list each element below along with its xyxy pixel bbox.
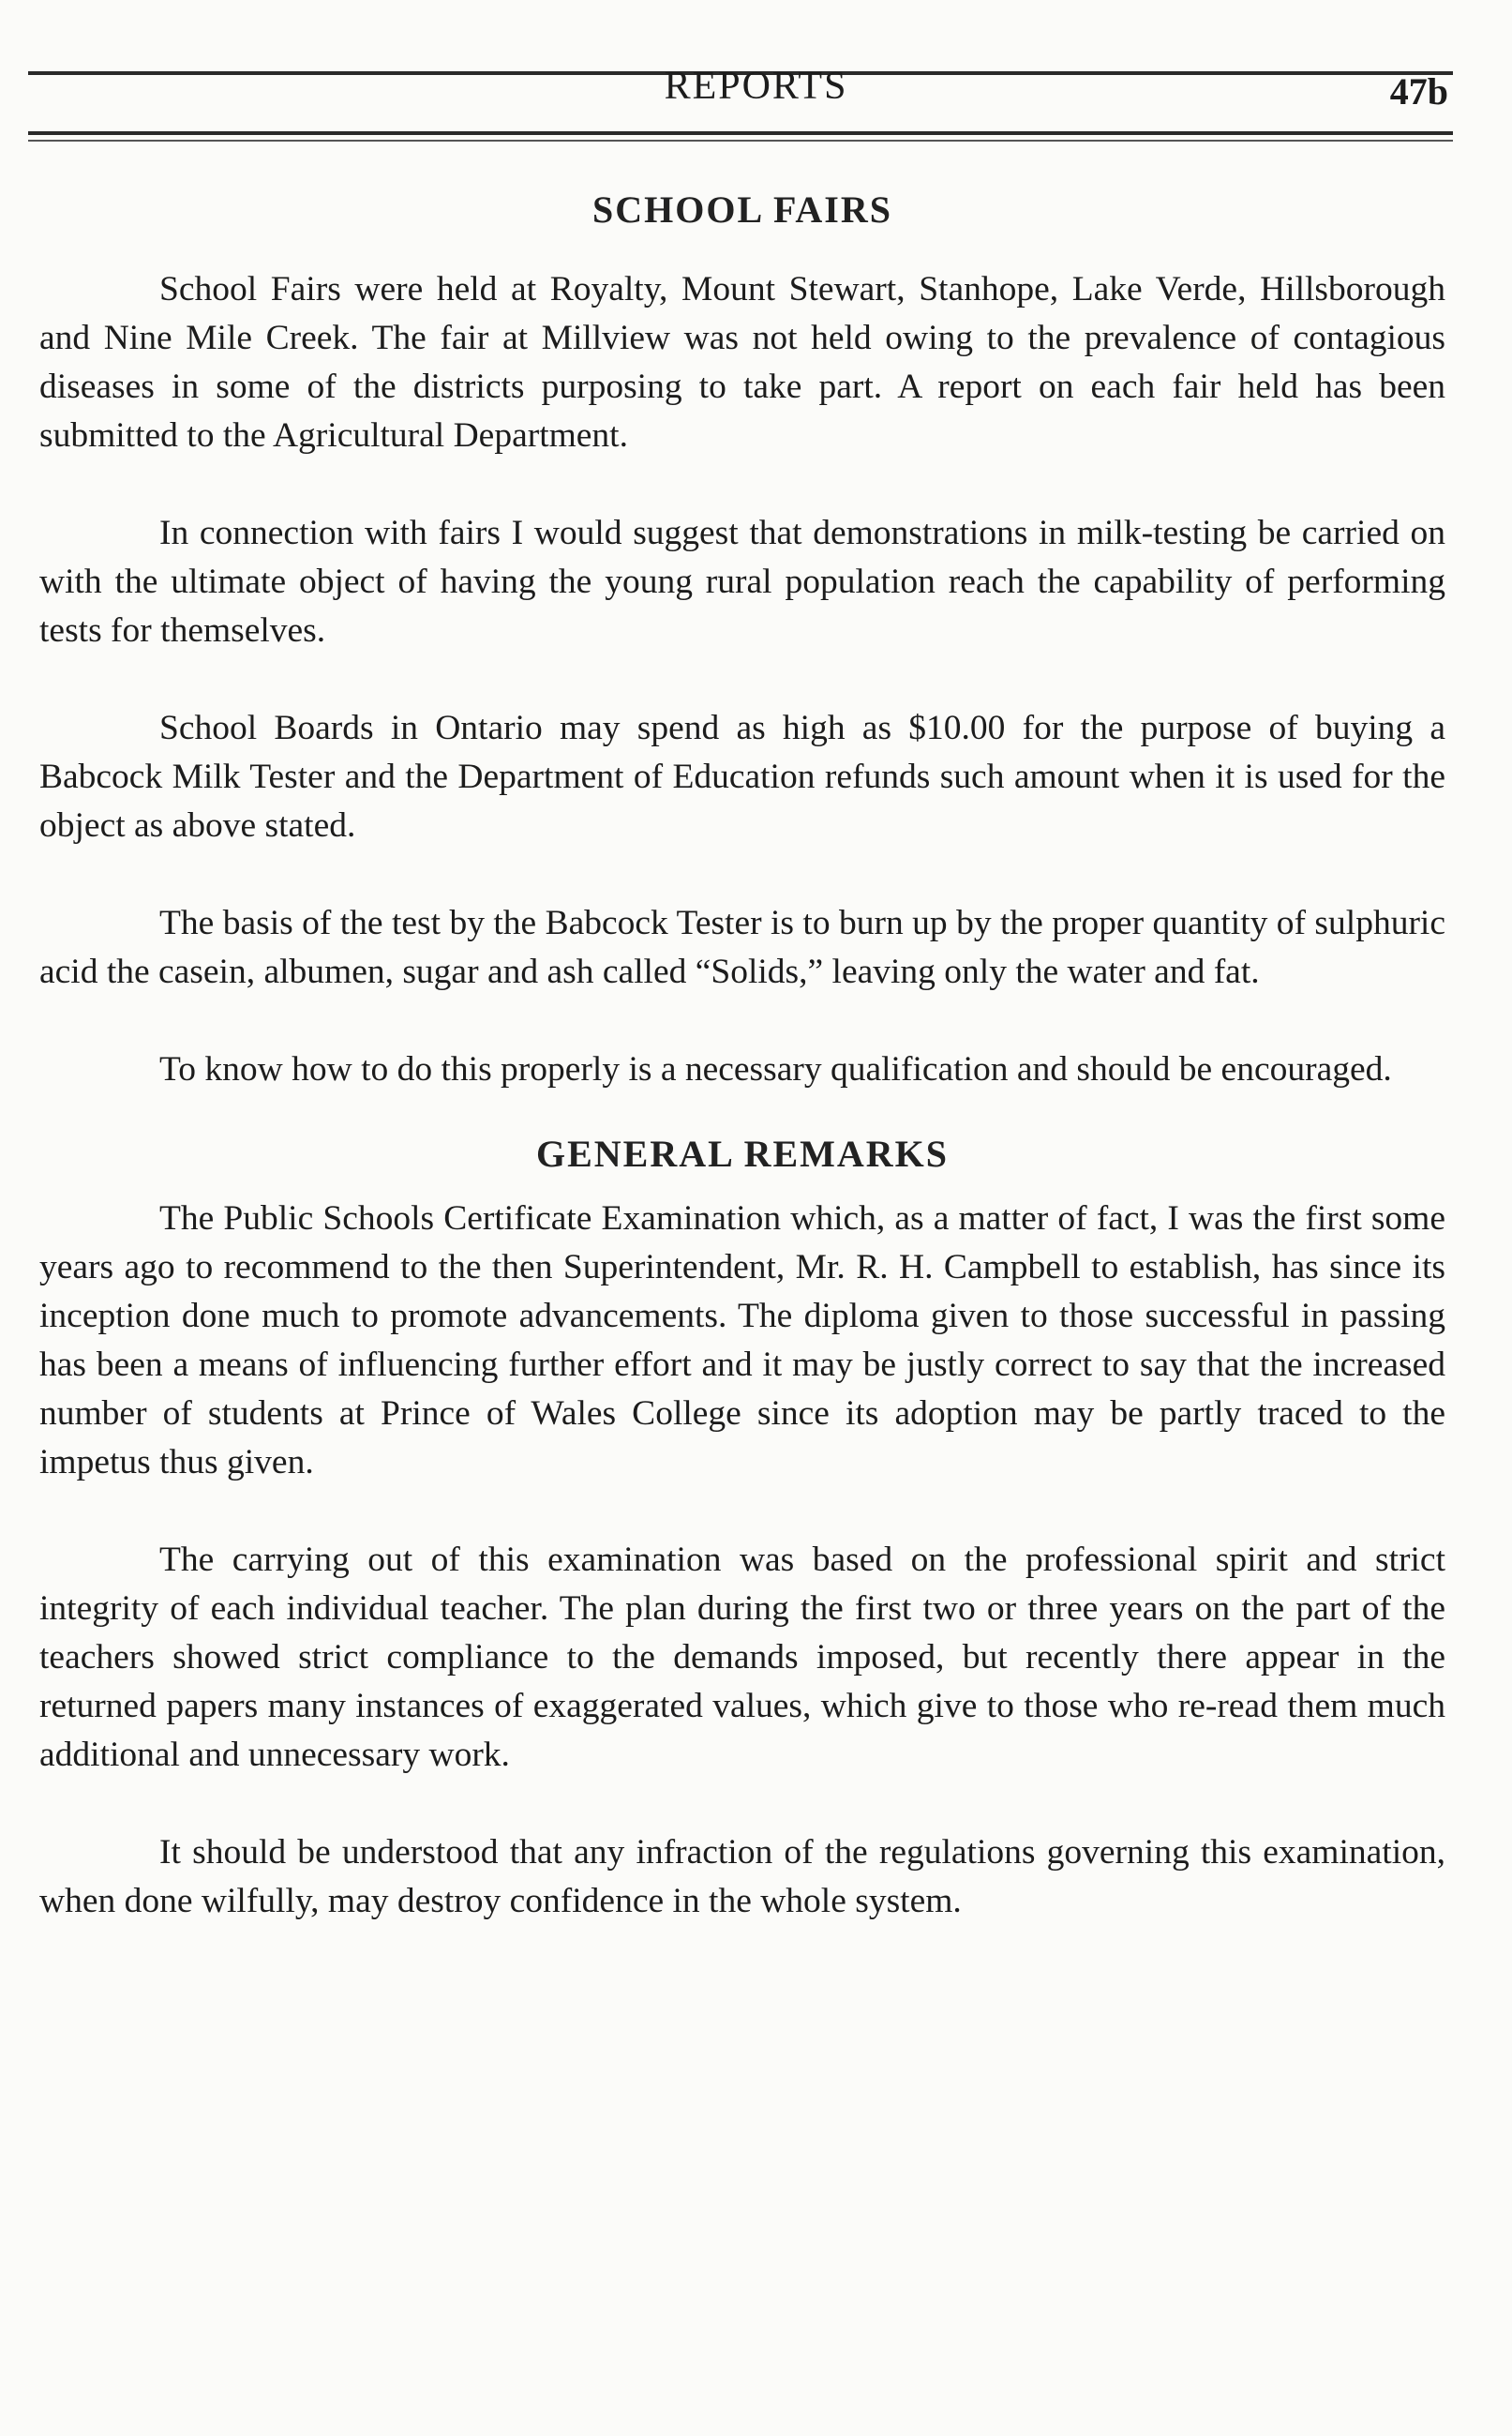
paragraph: School Boards in Ontario may spend as high as $10.00 for the purpose of buying a Babcock Milk Tester and the Department of Education refunds such amount when it is used for the object as above stated. <box>39 709 1445 845</box>
section-heading: GENERAL REMARKS <box>535 1133 950 1175</box>
page-number: 47b <box>1389 70 1448 113</box>
section-school-fairs <box>39 188 1445 1094</box>
header-rule-bottom <box>28 131 1453 135</box>
paragraph: The basis of the test by the Babcock Tester is to burn up by the proper quantity of sulphuric acid the casein, albumen, sugar and ash called “Solids,” leaving only the water and fat. <box>39 904 1445 991</box>
section-heading: SCHOOL FAIRS <box>592 188 892 231</box>
paragraph: To know how to do this properly is a necessary qualification and should be encouraged. <box>159 1050 1392 1089</box>
header-rule-thin <box>28 140 1453 142</box>
running-head: REPORTS <box>664 65 848 108</box>
page-body <box>39 188 1445 1975</box>
paragraph: In connection with fairs I would suggest that demonstrations in milk-testing be carried on with the ultimate object of having the young rural population reach the capability of performing tests for themselves. <box>39 514 1445 650</box>
paragraph: It should be understood that any infraction of the regulations governing this examination, when done wilfully, may destroy confidence in the whole system. <box>39 1833 1445 1920</box>
section-general-remarks <box>39 1132 1445 1926</box>
paragraph: School Fairs were held at Royalty, Mount Stewart, Stanhope, Lake Verde, Hillsborough and Nine Mile Creek. The fair at Millview was not held owing to the prevalence of contagious diseases in some of the districts purposing to take part. A report on each fair held has been submitted to the Agricultural Department. <box>39 270 1445 455</box>
paragraph: The Public Schools Certificate Examination which, as a matter of fact, I was the first some years ago to recommend to the then Superintendent, Mr. R. H. Campbell to establish, has since its inception done much to promote advancements. The diploma given to those successful in passing has been a means of influencing further effort and it may be justly correct to say that the increased number of students at Prince of Wales College since its adoption may be partly traced to the impetus thus given. <box>39 1199 1445 1481</box>
paragraph: The carrying out of this examination was based on the professional spirit and strict integrity of each individual teacher. The plan during the first two or three years on the part of the teachers showed strict compliance to the demands imposed, but recently there appear in the returned papers many instances of exaggerated values, which give to those who re-read them much additional and unnecessary work. <box>39 1541 1445 1774</box>
